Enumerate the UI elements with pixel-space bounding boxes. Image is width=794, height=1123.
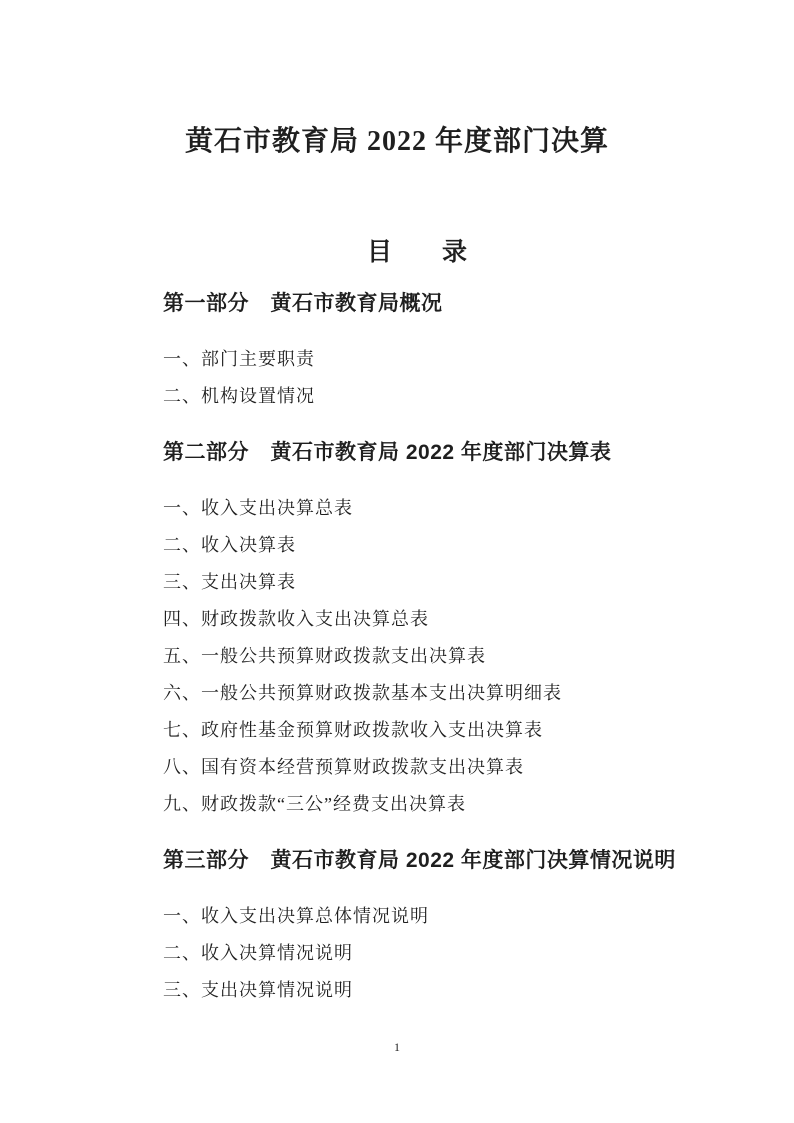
section-heading: 第一部分 黄石市教育局概况 [163, 292, 443, 315]
document-title: 黄石市教育局 2022 年度部门决算 [184, 126, 609, 157]
toc-item: 五、一般公共预算财政拨款支出决算表 [163, 646, 486, 666]
toc-section [163, 441, 714, 823]
toc-item: 七、政府性基金预算财政拨款收入支出决算表 [163, 720, 543, 740]
toc-item: 六、一般公共预算财政拨款基本支出决算明细表 [163, 683, 562, 703]
toc-item: 二、收入决算情况说明 [163, 943, 353, 963]
toc-item: 八、国有资本经营预算财政拨款支出决算表 [163, 757, 524, 777]
page-number: 1 [394, 1040, 400, 1054]
toc-item: 一、部门主要职责 [163, 349, 315, 369]
section-heading: 第三部分 黄石市教育局 2022 年度部门决算情况说明 [163, 849, 676, 872]
toc-heading: 目 录 [367, 239, 468, 266]
toc-item: 九、财政拨款“三公”经费支出决算表 [163, 794, 466, 814]
section-items [163, 341, 714, 415]
toc-item: 四、财政拨款收入支出决算总表 [163, 609, 429, 629]
section-items [163, 490, 714, 823]
toc-sections [163, 292, 714, 1009]
toc-section [163, 849, 714, 1009]
section-heading: 第二部分 黄石市教育局 2022 年度部门决算表 [163, 441, 612, 464]
toc-item: 一、收入支出决算总体情况说明 [163, 906, 429, 926]
toc-item: 二、收入决算表 [163, 535, 296, 555]
toc-item: 二、机构设置情况 [163, 386, 315, 406]
toc-item: 三、支出决算表 [163, 572, 296, 592]
toc-item: 一、收入支出决算总表 [163, 498, 353, 518]
toc-section [163, 292, 714, 415]
section-items [163, 898, 714, 1009]
toc-item: 三、支出决算情况说明 [163, 980, 353, 1000]
